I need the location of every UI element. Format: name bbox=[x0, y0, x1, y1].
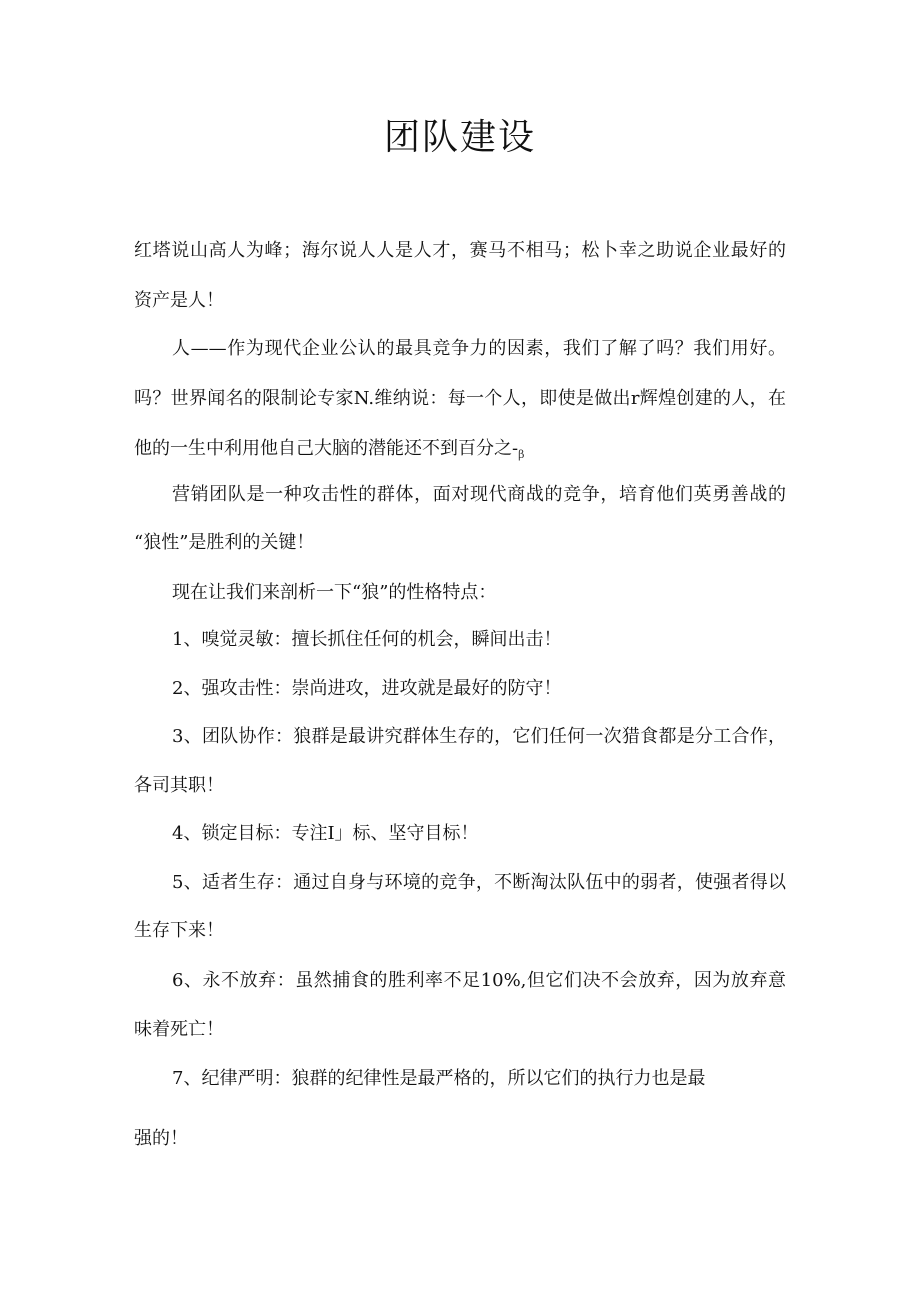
list-item: 1、嗅觉灵敏：擅长抓住任何的机会，瞬间出击！ bbox=[172, 629, 562, 650]
paragraph-line: 人——作为现代企业公认的最具竞争力的因素，我们了解了吗？我们用好。 bbox=[172, 338, 786, 359]
list-item: 3、团队协作：狼群是最讲究群体生存的，它们任何一次猎食都是分工合作， bbox=[172, 726, 786, 747]
paragraph-line: 资产是人！ bbox=[134, 290, 224, 311]
list-item: 4、锁定目标：专注I」标、坚守目标！ bbox=[172, 823, 479, 844]
list-item-continuation: 味着死亡！ bbox=[134, 1019, 224, 1040]
paragraph-line: 现在让我们来剖析一下“狼”的性格特点： bbox=[172, 582, 497, 603]
paragraph-line: 吗？世界闻名的限制论专家N.维纳说：每一个人，即使是做出r辉煌创建的人，在 bbox=[134, 388, 786, 409]
paragraph-line: “狼性”是胜利的关键！ bbox=[134, 532, 315, 553]
paragraph-line: 红塔说山高人为峰；海尔说人人是人才，赛马不相马；松卜幸之助说企业最好的 bbox=[134, 240, 786, 261]
list-item-continuation: 生存下来！ bbox=[134, 920, 224, 941]
list-item-continuation: 强的！ bbox=[134, 1128, 188, 1149]
list-item: 2、强攻击性：崇尚进攻，进攻就是最好的防守！ bbox=[172, 678, 562, 699]
list-item: 5、适者生存：通过自身与环境的竞争，不断淘汰队伍中的弱者，使强者得以 bbox=[172, 872, 786, 893]
subscript-mark: β bbox=[518, 448, 525, 461]
list-item: 6、永不放弃：虽然捕食的胜利率不足10%,但它们决不会放弃，因为放弃意 bbox=[172, 970, 786, 991]
paragraph-line bbox=[134, 436, 524, 468]
list-item-continuation: 各司其职！ bbox=[134, 775, 224, 796]
page-title: 团队建设 bbox=[383, 117, 536, 158]
paragraph-line: 营销团队是一种攻击性的群体，面对现代商战的竞争，培育他们英勇善战的 bbox=[172, 484, 786, 505]
list-item: 7、纪律严明：狼群的纪律性是最严格的，所以它们的执行力也是最 bbox=[172, 1068, 706, 1089]
paragraph-line-text: 他的一生中利用他自己大脑的潜能还不到百分之- bbox=[134, 438, 519, 459]
